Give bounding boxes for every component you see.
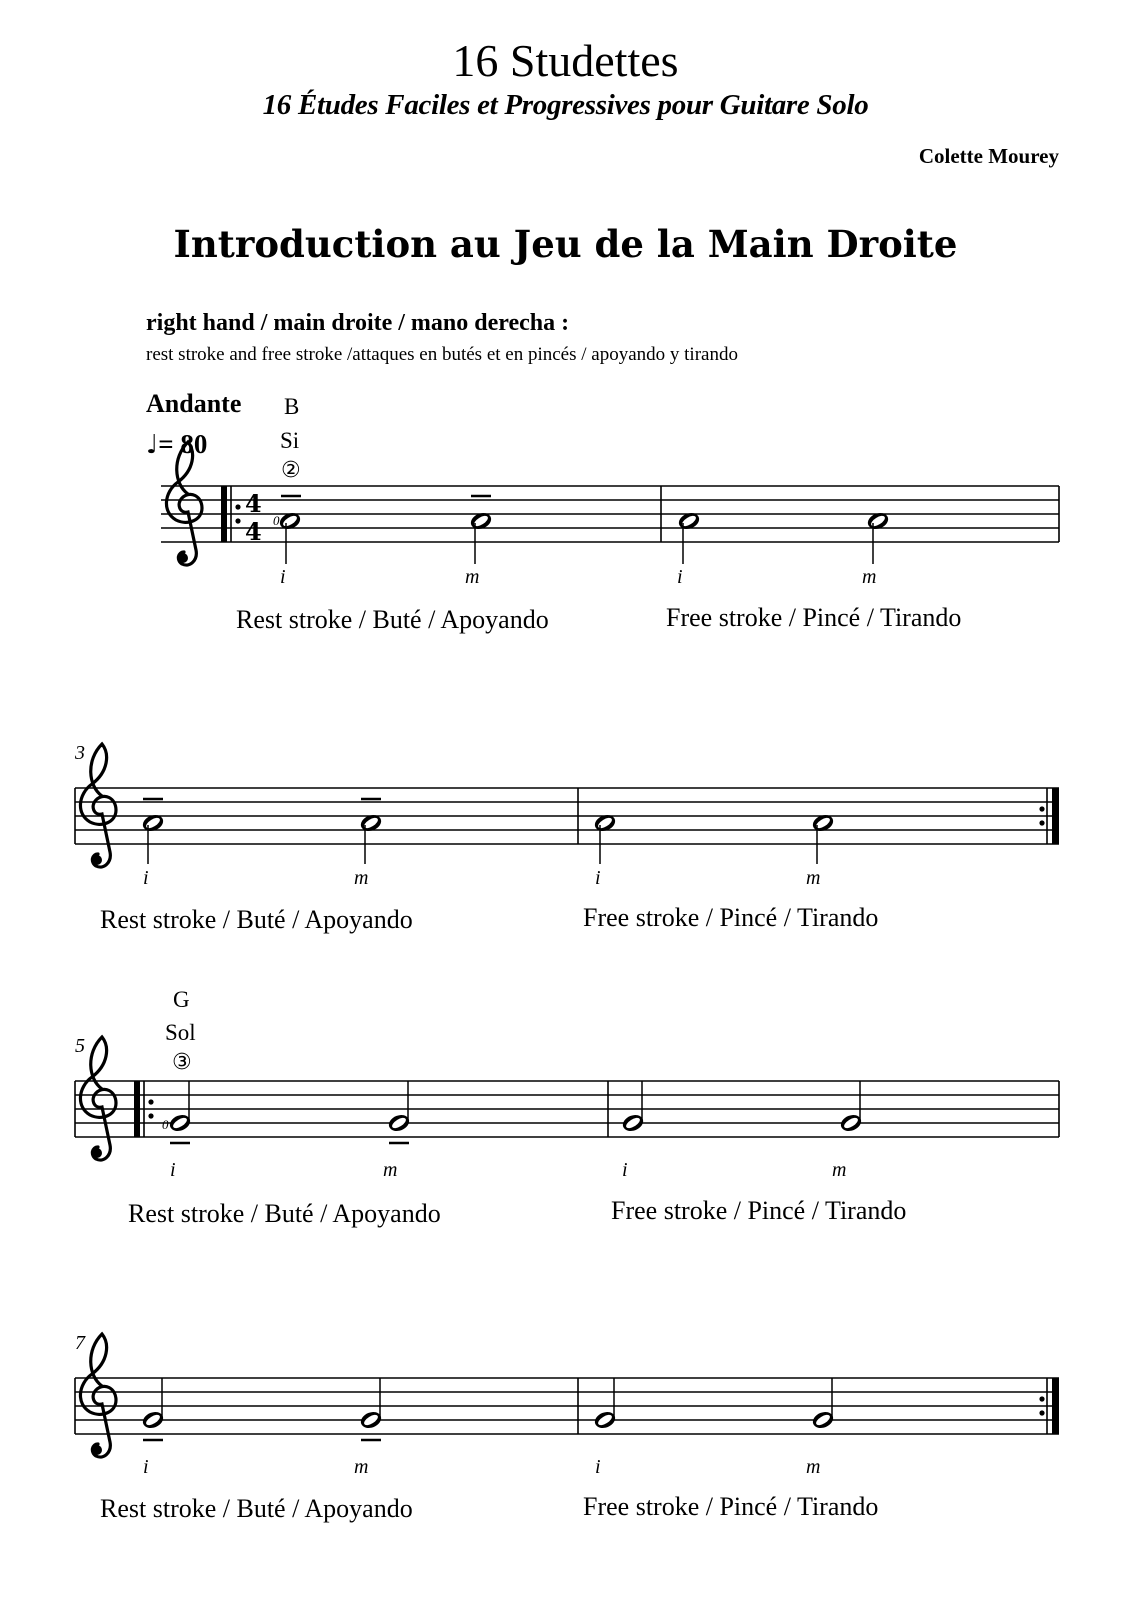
repeat-start-barline: [221, 486, 227, 542]
fingering: m: [354, 867, 369, 889]
rest-stroke-label: Rest stroke / Buté / Apoyando: [236, 605, 549, 634]
note-b4: [140, 812, 165, 864]
free-stroke-label: Free stroke / Pincé / Tirando: [583, 1492, 879, 1521]
note-b4: [810, 812, 835, 864]
free-stroke-label: Free stroke / Pincé / Tirando: [583, 903, 879, 932]
note-name-en: B: [284, 394, 300, 419]
fingering: m: [465, 566, 480, 588]
fingering: i: [622, 1159, 628, 1181]
right-hand-heading: right hand / main droite / mano derecha :: [146, 310, 570, 336]
note-b4: [865, 510, 890, 564]
note-g4: [386, 1081, 411, 1134]
note-g4: [838, 1081, 863, 1134]
fingering: i: [143, 1456, 149, 1478]
time-signature-top: 4: [245, 489, 262, 518]
note-name-en: G: [173, 987, 190, 1012]
measure-number: 3: [75, 742, 85, 764]
note-name-fr: Sol: [165, 1020, 196, 1045]
treble-clef-icon: [80, 744, 116, 867]
fingering: m: [862, 566, 877, 588]
fingering: i: [280, 566, 286, 588]
fingering: m: [806, 1456, 821, 1478]
note-name-fr: Si: [280, 428, 300, 453]
fingering: i: [595, 867, 601, 889]
staff-system-4: [75, 1334, 1059, 1457]
fingering: m: [806, 867, 821, 889]
rest-stroke-label: Rest stroke / Buté / Apoyando: [100, 905, 413, 934]
note-b4: [277, 510, 302, 564]
note-b4: [676, 510, 701, 564]
section-title: Introduction au Jeu de la Main Droite: [173, 222, 958, 266]
staff-system-1: [161, 442, 1059, 565]
treble-clef-icon: [166, 442, 202, 565]
composer-name: Colette Mourey: [918, 144, 1059, 168]
fingering: i: [677, 566, 683, 588]
tempo-marking: Andante: [146, 389, 242, 418]
treble-clef-icon: [80, 1037, 116, 1160]
free-stroke-label: Free stroke / Pincé / Tirando: [666, 603, 962, 632]
fingering: i: [170, 1159, 176, 1181]
rest-stroke-label: Rest stroke / Buté / Apoyando: [100, 1494, 413, 1523]
note-g4: [810, 1378, 835, 1431]
rest-stroke-label: Rest stroke / Buté / Apoyando: [128, 1199, 441, 1228]
repeat-end-barline: [1052, 788, 1059, 844]
subtitle: 16 Études Faciles et Progressives pour Guitare Solo: [262, 89, 869, 121]
string-number-icon: ③: [172, 1050, 192, 1075]
repeat-start-barline: [134, 1081, 140, 1137]
string-number-icon: ②: [281, 458, 301, 483]
measure-number: 7: [75, 1332, 85, 1354]
metronome-value: = 80: [158, 429, 208, 459]
note-g4: [358, 1378, 383, 1431]
fingering: m: [383, 1159, 398, 1181]
note-g4: [620, 1081, 645, 1134]
note-b4: [592, 812, 617, 864]
fingering: i: [595, 1456, 601, 1478]
right-hand-description: rest stroke and free stroke /attaques en butés et en pincés / apoyando y tirando: [146, 344, 738, 365]
measure-number: 5: [75, 1035, 85, 1057]
note-b4: [358, 812, 383, 864]
repeat-end-barline: [1052, 1378, 1059, 1434]
note-g4: [592, 1378, 617, 1431]
note-g4: [140, 1378, 165, 1431]
quarter-note-icon: ♩: [146, 430, 159, 460]
note-g4: [167, 1081, 192, 1134]
staff-system-3: [75, 1037, 1059, 1160]
open-string-marker: 0: [273, 513, 280, 528]
note-b4: [468, 510, 493, 564]
fingering: m: [354, 1456, 369, 1478]
fingering: m: [832, 1159, 847, 1181]
time-signature-bottom: 4: [245, 517, 262, 546]
open-string-marker: 0: [162, 1117, 169, 1132]
free-stroke-label: Free stroke / Pincé / Tirando: [611, 1196, 907, 1225]
staff-system-2: [75, 744, 1059, 867]
main-title: 16 Studettes: [452, 35, 679, 86]
fingering: i: [143, 867, 149, 889]
treble-clef-icon: [80, 1334, 116, 1457]
